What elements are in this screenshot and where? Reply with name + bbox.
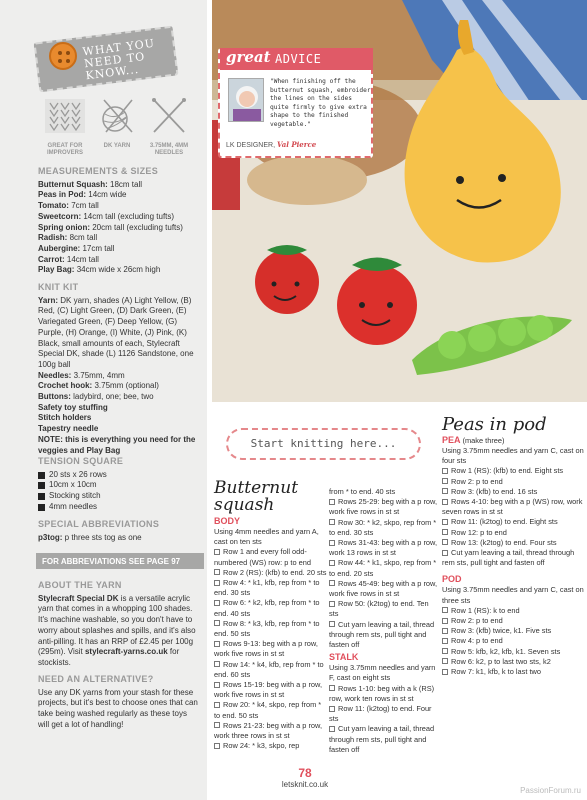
peas-title: Peas in pod [442,414,547,435]
start-knitting-text: Start knitting here... [250,437,397,450]
row-text: Row 2: p to end [451,616,503,626]
row-checkbox[interactable] [329,540,335,546]
extra-item: Safety toy stuffing [38,402,108,412]
row-checkbox[interactable] [214,661,220,667]
pattern-row [442,626,585,636]
pod-intro: Using 3.75mm needles and yarn C, cast on three sts [442,585,584,605]
pattern-row [442,517,585,527]
pattern-row [329,620,437,651]
needles-item [144,98,194,157]
row-checkbox[interactable] [442,648,448,654]
row-text: Rows 25-29: beg with a p row, work five rows in st st [329,497,438,517]
row-checkbox[interactable] [214,580,220,586]
row-text: Row 4: p to end [451,636,503,646]
pattern-row [442,477,585,487]
skill-item [40,98,90,157]
row-checkbox[interactable] [442,519,448,525]
row-text: Rows 1-10: beg with a k (RS) row, work ten rows in st st [329,683,435,703]
row-text: Row 44: * k1, skpo, rep from * to end. 20 sts [329,558,437,578]
pod-rows [442,606,585,677]
crochet-spec: Crochet hook: 3.75mm (optional) [38,381,159,391]
requirement-icons [40,98,200,158]
row-text: Row 5: kfb, k2, kfb, k1. Seven sts [451,646,561,656]
row-text: Row 2 (RS): (kfb) to end. 20 sts [223,567,327,577]
pattern-row [214,598,329,618]
pattern-row [442,538,585,548]
row-checkbox[interactable] [329,499,335,505]
stalk-intro: Using 3.75mm needles and yarn F, cast on eight sts [329,663,436,683]
row-checkbox[interactable] [442,658,448,664]
extra-item: Stitch holders [38,413,92,423]
start-knitting-banner [226,428,421,460]
row-checkbox[interactable] [442,550,448,556]
row-text: Cut yarn leaving a tail, thread through rem sts, pull tight and fasten off [442,548,575,568]
about-yarn-text: Stylecraft Special DK is a versatile acrylic yarn that comes in a whopping 100 shades. It's machine washable, so you don't have to worry about splashes and spills, and it's also anti-pilling. It has an RRP of £2.45 per 100g (295m). Visit stylecraft-yarns.co.uk for stockists. [38,593,196,667]
row-text: Row 50: (k2tog) to end. Ten sts [329,599,429,619]
advice-great-label: great [226,48,271,66]
row-checkbox[interactable] [442,638,448,644]
banner-text: WHAT YOU NEED TO KNOW... [81,36,156,83]
extra-item: Tapestry needle [38,424,99,434]
row-text: Row 14: * k4, kfb, rep from * to end. 60 sts [214,659,324,679]
pea-rows [442,466,585,568]
pattern-row [442,466,585,476]
row-checkbox[interactable] [329,560,335,566]
row-text: Row 6: k2, p to last two sts, k2 [451,656,551,666]
row-checkbox[interactable] [442,618,448,624]
pattern-row [214,700,329,720]
yarn-item [92,98,142,150]
row-checkbox[interactable] [442,607,448,613]
body-rows [214,547,329,751]
advice-header [220,48,373,70]
pattern-row [329,538,437,558]
bullet-square-icon [38,482,45,489]
row-text: Row 11: (k2tog) to end. Four sts [329,704,432,724]
row-checkbox[interactable] [442,539,448,545]
special-abbr-item: p3tog: p three sts tog as one [38,532,142,542]
pattern-row [214,721,329,741]
skill-label: GREAT FOR IMPROVERS [46,143,83,156]
row-text: Rows 31-43: beg with a p row, work 13 rows in st st [329,538,438,558]
measurement-item: Radish: 8cm tall [38,233,98,243]
pattern-row [442,636,585,646]
bullet-square-icon [38,504,45,511]
butternut-column-continued [329,487,437,755]
row-checkbox[interactable] [214,722,220,728]
pattern-row [329,599,437,619]
row-checkbox[interactable] [214,569,220,575]
measurement-item: Aubergine: 17cm tall [38,243,115,253]
measurement-item: Peas in Pod: 14cm wide [38,190,127,200]
body-heading: BODY [214,516,241,526]
pattern-row [442,667,585,677]
row-checkbox[interactable] [329,621,335,627]
row-checkbox[interactable] [442,628,448,634]
abbreviations-reference: FOR ABBREVIATIONS SEE PAGE 97 [36,553,204,569]
pea-heading: PEA (make three) [442,435,505,445]
row-checkbox[interactable] [214,641,220,647]
measurements-section [38,166,198,276]
advice-quote: "When finishing off the butternut squash, embroider the lines on the sides quite firmly to give extra shape to the finished vegetable." [270,78,371,128]
row-checkbox[interactable] [442,499,448,505]
row-checkbox[interactable] [329,580,335,586]
row-text: Cut yarn leaving a tail, thread through rem sts, pull tight and fasten off [329,619,435,650]
row-checkbox[interactable] [442,669,448,675]
stalk-rows [329,684,437,755]
pattern-row [329,558,437,578]
page-footer [275,766,335,789]
measurement-item: Tomato: 7cm tall [38,201,99,211]
special-abbreviations-section [38,519,198,543]
row-checkbox[interactable] [214,682,220,688]
body-intro: Using 4mm needles and yarn A, cast on ten sts [214,527,319,547]
row-checkbox[interactable] [214,743,220,749]
row-text: Row 3: (kfb) to end. 16 sts [451,486,538,496]
tension-section [38,456,198,513]
row-text: Rows 21-23: beg with a p row, work three rows in st st [214,720,323,741]
row-text: Row 1 (RS): (kfb) to end. Eight sts [451,466,564,476]
measurement-item: Carrot: 14cm tall [38,254,99,264]
site-url: letsknit.co.uk [281,780,329,789]
tension-item: 10cm x 10cm [38,480,198,491]
pattern-row [329,518,437,538]
row-text: Row 4: * k1, kfb, rep from * to end. 30 sts [214,578,320,598]
row-checkbox[interactable] [329,601,335,607]
alternative-section [38,674,198,731]
tension-item: 4mm needles [38,502,198,513]
about-yarn-heading: ABOUT THE YARN [38,580,122,590]
advice-title: ADVICE [275,52,322,66]
row-checkbox[interactable] [442,488,448,494]
row-text: Rows 15-19: beg with a p row, work five rows in st st [214,680,323,700]
continued-row: from * to end. 40 sts [329,487,396,496]
pattern-row [442,487,585,497]
row-text: Row 3: (kfb) twice, k1. Five sts [451,626,552,636]
row-checkbox[interactable] [442,478,448,484]
row-text: Row 6: * k2, kfb, rep from * to end. 40 sts [214,598,320,618]
tension-heading: TENSION SQUARE [38,456,124,466]
pattern-row [214,680,329,700]
row-text: Row 8: * k3, kfb, rep from * to end. 50 sts [214,618,320,639]
row-checkbox[interactable] [329,685,335,691]
pattern-row [214,639,329,659]
measurement-item: Play Bag: 34cm wide x 26cm high [38,265,161,275]
row-text: Row 30: * k2, skpo, rep from * to end. 30 sts [329,517,437,537]
row-text: Row 2: p to end [451,476,503,486]
pattern-row [442,647,585,657]
pattern-row [214,741,329,751]
measurement-item: Sweetcorn: 14cm tall (excluding tufts) [38,211,175,221]
row-checkbox[interactable] [214,620,220,626]
pattern-row [442,497,585,517]
watermark: PassionForum.ru [520,786,581,795]
pattern-row [329,684,437,704]
pattern-row [442,616,585,626]
row-text: Row 12: p to end [451,527,507,537]
measurement-item: Spring onion: 20cm tall (excluding tufts) [38,222,183,232]
pattern-row [329,724,437,755]
knit-kit-heading: KNIT KIT [38,282,79,292]
needles-icon [148,98,190,134]
pattern-row [214,568,329,578]
peas-column [442,416,585,677]
great-advice-box [218,48,373,158]
row-text: Rows 9-13: beg with a p row, work five rows in st st [214,639,318,659]
stylecraft-link[interactable]: stylecraft-yarns.co.uk [84,647,168,657]
pattern-row [329,704,437,724]
row-checkbox[interactable] [214,600,220,606]
tension-item: Stocking stitch [38,491,198,502]
alternative-text: Use any DK yarns from your stash for these projects, but it's best to choose ones that can take being washed regularly as these toys will get a lot of handling! [38,687,198,729]
row-checkbox[interactable] [329,519,335,525]
row-checkbox[interactable] [214,549,220,555]
needles-spec: Needles: 3.75mm, 4mm [38,370,125,380]
row-text: Row 24: * k3, skpo, rep [223,741,300,751]
row-text: Row 7: k1, kfb, k to last two [451,667,541,677]
butternut-column [214,480,329,751]
pea-intro: Using 3.75mm needles and yarn C, cast on four sts [442,446,584,466]
row-text: Row 13: (k2tog) to end. Four sts [451,537,557,547]
row-text: Rows 45-49: beg with a p row, work five rows in st st [329,578,438,599]
yarn-spec: Yarn: DK yarn, shades (A) Light Yellow, (B) Red, (C) Light Green, (D) Dark Green, (E) Variegated Green, (F) Deep Yellow, (G) Purple, (H) Orange, (I) White, (J) Pink, (K) Black, small amounts of each, Stylecraft Special DK, shade (L) 1126 Sandstone, one 100g ball [38,295,194,369]
pattern-row [214,660,329,680]
pattern-row [214,578,329,598]
row-checkbox[interactable] [329,706,335,712]
page-number: 78 [298,766,312,780]
row-text: Row 11: (k2tog) to end. Eight sts [451,517,558,527]
pattern-row [214,547,329,567]
bullet-square-icon [38,472,45,479]
pattern-row [442,548,585,568]
row-text: Row 20: * k4, skpo, rep from * to end. 50 sts [214,700,322,720]
skill-level-icon [44,98,86,134]
pattern-row [329,497,437,517]
pod-heading: POD [442,574,462,585]
butternut-title: Butternut squash [214,478,299,515]
pattern-row [214,619,329,639]
measurement-item: Butternut Squash: 18cm tall [38,179,143,189]
advice-credit: LK DESIGNER, Val Pierce [226,140,317,149]
row-checkbox[interactable] [442,468,448,474]
special-abbr-heading: SPECIAL ABBREVIATIONS [38,519,160,529]
designer-avatar [228,78,264,122]
row-text: Rows 4-10: beg with a p (WS) row, work seven rows in st st [442,497,583,517]
yarn-label: DK YARN [103,143,131,149]
button-icon [49,42,77,70]
row-checkbox[interactable] [214,702,220,708]
stalk-heading: STALK [329,652,359,663]
needles-label: 3.75MM, 4MM NEEDLES [149,143,189,156]
row-text: Row 1 and every foll odd-numbered (WS) row: p to end [214,547,311,567]
row-checkbox[interactable] [442,529,448,535]
body-rows-continued [329,497,437,650]
pattern-row [442,606,585,616]
pattern-row [442,528,585,538]
tension-item: 20 sts x 26 rows [38,470,198,481]
row-text: Row 1 (RS): k to end [451,605,520,615]
knit-kit-section [38,282,198,456]
measurements-heading: MEASUREMENTS & SIZES [38,166,159,176]
kit-note: NOTE: this is everything you need for the veggies and Play Bag [38,434,196,455]
bullet-square-icon [38,493,45,500]
row-checkbox[interactable] [329,726,335,732]
buttons-spec: Buttons: ladybird, one; bee, two [38,392,154,402]
alternative-heading: NEED AN ALTERNATIVE? [38,674,154,684]
yarn-ball-icon [96,98,138,134]
pattern-row [442,657,585,667]
pattern-row [329,579,437,599]
row-text: Cut yarn leaving a tail, thread through rem sts, pull tight and fasten off [329,724,435,754]
about-yarn-section [38,580,198,669]
sidebar [0,0,207,800]
